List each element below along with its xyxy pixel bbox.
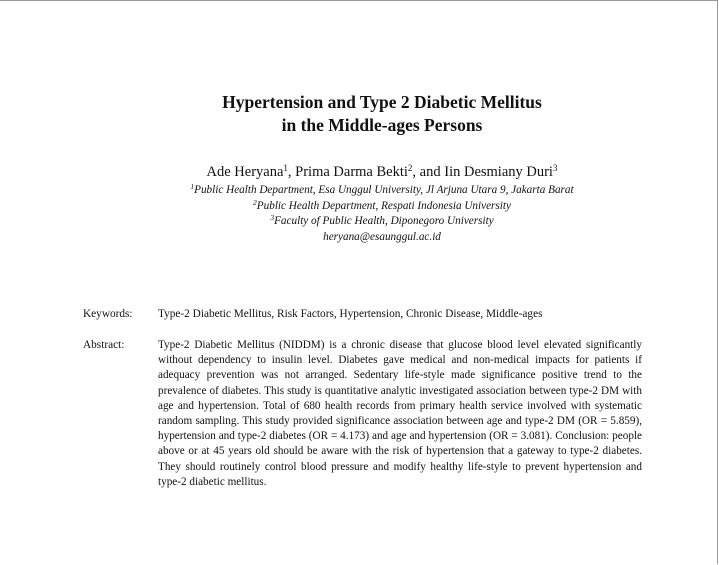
affiliation-mark: 3 <box>270 213 275 222</box>
author-separator: , and <box>412 164 445 180</box>
affiliation-text: Faculty of Public Health, Diponegoro University <box>274 215 494 227</box>
author-affiliation-mark: 1 <box>283 163 288 173</box>
affiliation-text: Public Health Department, Respati Indonesia University <box>256 199 511 212</box>
author-name: Prima Darma Bekti <box>295 164 408 180</box>
abstract-label: Abstract: <box>83 339 125 351</box>
abstract-text: Type-2 Diabetic Mellitus (NIDDM) is a chronic disease that glucose blood level elevated significantly without dependency to insulin level. Diabetes gave medical and non-medical impacts for patients if adequacy prevention was not arranged. Sedentary life-style made significance positive trend to the prevalence of diabetes. This study is quantitative analytic investigated association between type-2 DM with age and hypertension. Total of 680 health records from primary health service involved with systematic random sampling. This study provided significance association between age and type-2 DM (OR = 5.859), hypertension and type-2 diabetes (OR = 4.173) and age and hypertension (OR = 3.081). Conclusion: people above or at 45 years old should be aware with the risk of hypertension that a gateway to type-2 diabetes. They should routinely control blood pressure and modify healthy life-style to prevent hypertension and type-2 diabetic mellitus. <box>158 339 642 488</box>
author-affiliation-mark: 2 <box>407 163 413 173</box>
affiliation-line <box>0 199 719 215</box>
author-name: Ade Heryana <box>206 164 284 180</box>
title-line-2: in the Middle-ages Persons <box>281 115 483 135</box>
paper-title <box>0 91 719 137</box>
keywords-text: Type-2 Diabetic Mellitus, Risk Factors, Hypertension, Chronic Disease, Middle-ages <box>158 308 543 320</box>
title-line-1: Hypertension and Type 2 Diabetic Mellitus <box>222 92 542 112</box>
affiliation-mark: 1 <box>190 182 195 191</box>
affiliation-line <box>0 183 719 199</box>
corresponding-email[interactable]: heryana@esaunggul.ac.id <box>323 230 441 243</box>
keywords-label: Keywords: <box>83 308 133 320</box>
author-separator: , <box>287 164 296 180</box>
affiliation-mark: 2 <box>253 197 257 207</box>
affiliation-line <box>0 214 719 230</box>
affiliation-text: Public Health Department, Esa Unggul University, Jl Arjuna Utara 9, Jakarta Barat <box>194 184 574 196</box>
affiliation-list <box>0 183 719 245</box>
author-affiliation-mark: 3 <box>552 163 558 173</box>
author-list <box>0 163 719 181</box>
author-name: Iin Desmiany Duri <box>444 164 553 180</box>
